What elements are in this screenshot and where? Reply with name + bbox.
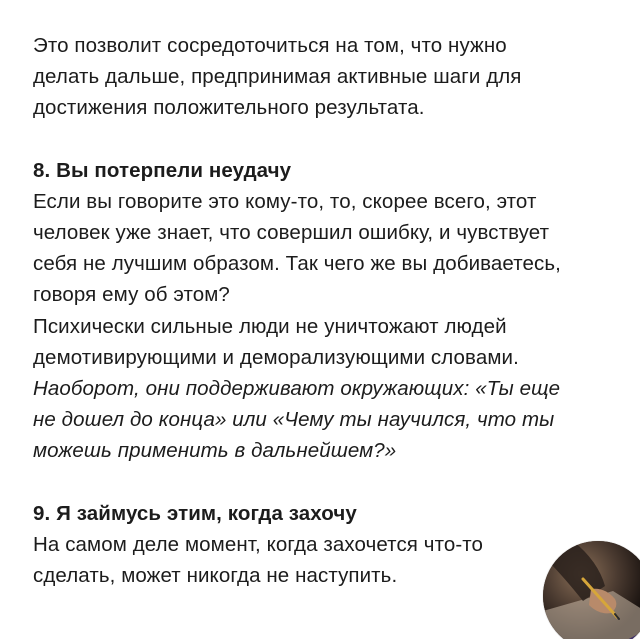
section-9-line: сделать, может никогда не наступить. xyxy=(33,564,398,588)
section-spacer xyxy=(33,124,623,155)
intro-paragraph xyxy=(33,30,623,124)
section-8 xyxy=(33,155,623,467)
section-9 xyxy=(33,498,623,592)
section-8-heading: 8. Вы потерпели неудачу xyxy=(33,158,292,182)
intro-line: Это позволит сосредоточиться на том, что нужно xyxy=(33,34,507,57)
section-9-line: На самом деле момент, когда захочется что-то xyxy=(33,532,484,556)
article-content xyxy=(33,30,623,591)
intro-line: достижения положительного результата. xyxy=(33,96,425,120)
section-8-line: Психически сильные люди не уничтожают людей xyxy=(33,314,507,338)
section-8-line: демотивирующими и деморализующими словами. xyxy=(33,345,519,369)
section-8-line: себя не лучшим образом. Так чего же вы добиваетесь, xyxy=(33,252,561,276)
section-8-italic-line: не дошел до конца» или «Чему ты научился, что ты xyxy=(33,408,555,432)
section-8-line: говоря ему об этом? xyxy=(33,283,230,307)
section-8-line: Если вы говорите это кому-то, то, скорее всего, этот xyxy=(33,189,537,213)
section-8-italic-line: можешь применить в дальнейшем?» xyxy=(33,439,397,463)
section-8-line: человек уже знает, что совершил ошибку, и чувствует xyxy=(33,221,550,245)
section-spacer xyxy=(33,467,623,498)
section-9-heading: 9. Я займусь этим, когда захочу xyxy=(33,501,357,525)
section-8-italic-line: Наоборот, они поддерживают окружающих: «Ты еще xyxy=(33,377,561,401)
intro-line: делать дальше, предпринимая активные шаги для xyxy=(33,65,522,89)
